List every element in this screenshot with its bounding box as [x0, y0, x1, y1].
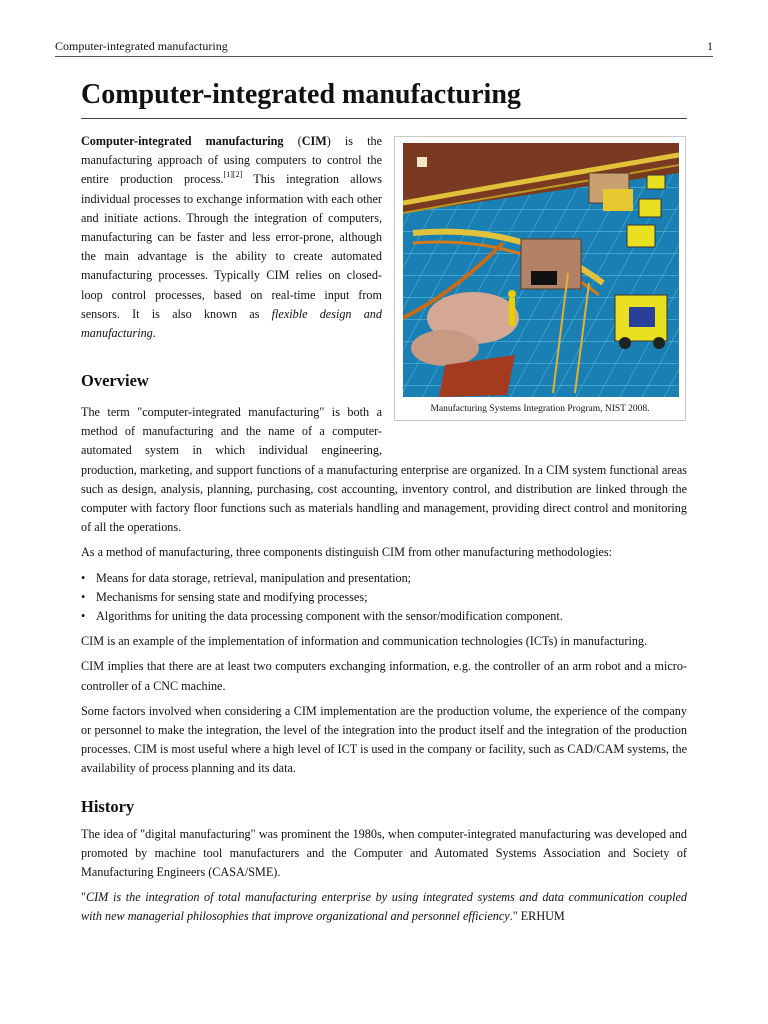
intro-paragraph [81, 132, 382, 343]
station-panel [531, 271, 557, 285]
worker-head [508, 290, 516, 298]
wall-sign [417, 157, 427, 167]
list-item: • Algorithms for uniting the data processing component with the sensor/modification component. [81, 607, 687, 626]
car-body-2 [411, 330, 479, 366]
figure-box [394, 136, 686, 421]
overview-paragraph-4: CIM implies that there are at least two computers exchanging information, e.g. the controller of an arm robot and a micro-controller of a CNC machine. [81, 659, 687, 693]
machine-yellow [603, 189, 633, 211]
figure-spacer [382, 403, 687, 443]
list-item: • Mechanisms for sensing state and modifying processes; [81, 588, 687, 607]
section-heading-overview: Overview [81, 371, 149, 390]
overview-paragraph-5: Some factors involved when considering a CIM implementation are the production volume, the experience of the company or personnel to make the integration, the level of the integration into the product itself and the integration of the production processes. CIM is most useful where a high level of ICT is used in the company or facility, such as CAD/CAM systems, the availability of process planning and its data. [81, 703, 687, 776]
forklift-wheel [619, 337, 631, 349]
running-header [55, 38, 713, 57]
quote-italic: CIM is the integration of total manufacturing enterprise by using integrated systems and data communication coupled with new managerial philosophies that improve organizational and personnel efficiency [81, 890, 687, 924]
components-list [81, 569, 687, 627]
reference-link[interactable]: [1][2] [223, 170, 243, 180]
forklift-wheel [653, 337, 665, 349]
forklift-mid [627, 225, 655, 247]
running-title: Computer-integrated manufacturing [55, 39, 228, 53]
quote-close: ." ERHUM [509, 909, 565, 924]
history-paragraph-1: The idea of "digital manufacturing" was prominent the 1980s, when computer-integrated manufacturing was developed and promoted by machine tool manufacturers and the Computer and Automated Systems Association and Society of Manufacturing Engineers (CASA/SME). [81, 826, 687, 880]
intro-paren: ( [283, 134, 302, 148]
figure-caption: Manufacturing Systems Integration Program, NIST 2008. [430, 404, 650, 414]
forklift-far [647, 175, 665, 189]
abbr-bold: CIM [301, 134, 327, 148]
overview-paragraph-2: As a method of manufacturing, three components distinguish CIM from other manufacturing methodologies: [81, 545, 613, 560]
intro-italic: flexible design and manufacturing [81, 306, 382, 341]
quote-open: " [81, 890, 86, 905]
history-quote [81, 888, 687, 926]
list-item: • Means for data storage, retrieval, manipulation and presentation; [81, 569, 687, 588]
forklift-back [639, 199, 661, 217]
page-title: Computer-integrated manufacturing [81, 78, 687, 119]
intro-text-2: This integration allows individual processes to exchange information with each other and initiate actions. Through the integration of computers, manufacturing can be faster and less error-prone, although the main advantage is the ability to create automated manufacturing processes. Typically CIM relies on closed-loop control processes, based on real-time input from sensors. It is also known as [81, 172, 382, 321]
section-heading-history: History [81, 796, 135, 816]
intro-end: . [152, 326, 156, 341]
overview-paragraph-1: The term "computer-integrated manufacturing" is both a method of manufacturing and the name of a computer-automated system in which individual engineering, production, marketing, and support functions of a manufacturing enterprise are organized. In a CIM system functional areas such as design, analysis, planning, purchasing, cost accounting, inventory control, and distribution are linked through the computer with factory floor functions such as materials handling and management, providing direct control and monitoring of all the operations. [81, 405, 687, 535]
factory-illustration[interactable] [403, 143, 679, 397]
worker [509, 298, 515, 326]
intro-text-1: ) is the manufacturing approach of using computers to control the entire production process. [81, 134, 383, 187]
overview-section [81, 403, 687, 933]
page-number: 1 [707, 39, 713, 53]
term-bold: Computer-integrated manufacturing [81, 134, 284, 148]
overview-paragraph-3: CIM is an example of the implementation of information and communication technologies (ICTs) in manufacturing. [81, 634, 648, 649]
forklift-seat [629, 307, 655, 327]
